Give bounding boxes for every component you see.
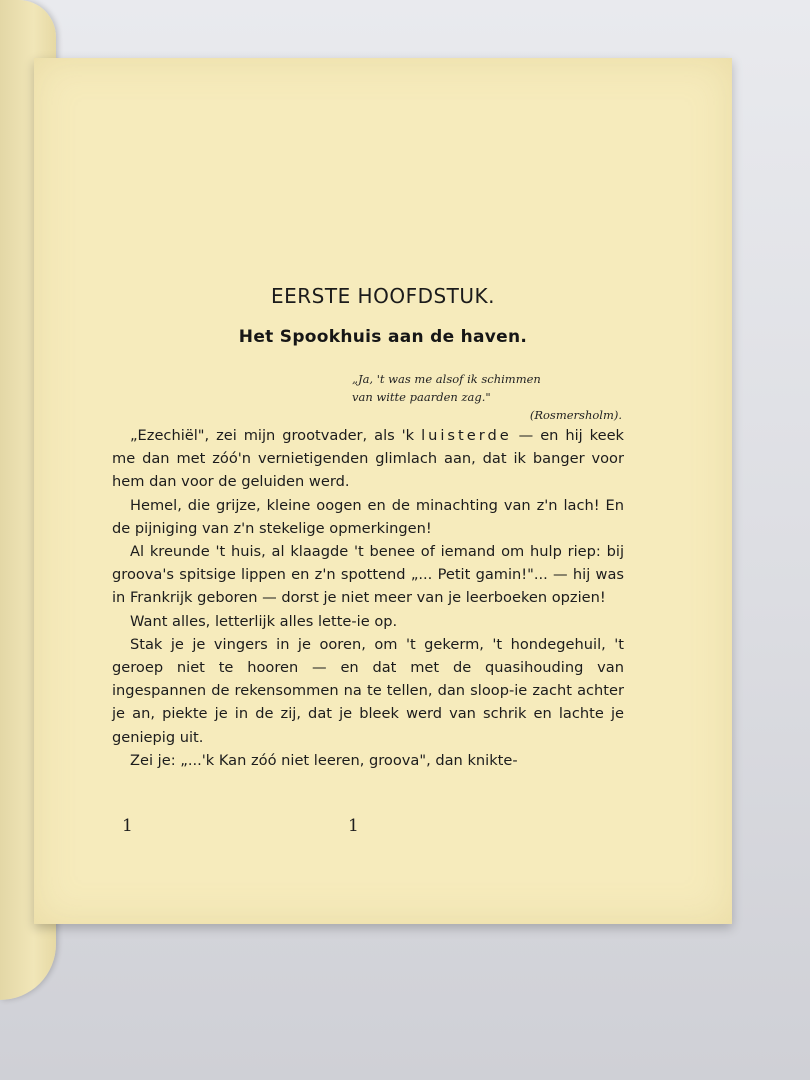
paragraph-1-end: — en hij keek me dan met zóó'n vernietigenden glimlach aan, dat ik banger voor hem dan voor de geluiden werd. bbox=[112, 427, 625, 491]
chapter-title: Het Spookhuis aan de haven. bbox=[238, 327, 528, 347]
paragraph-3: Al kreunde 't huis, al klaagde 't benee of iemand om hulp riep: bij groova's spitsige lippen en z'n spottend „... Petit gamin!"... — hij was in Frankrijk geboren — dorst je niet meer van je leerboeken opzien! bbox=[112, 543, 624, 607]
epigraph-line-2: van witte paarden zag." bbox=[352, 390, 491, 404]
paragraph-1-start: „Ezechiël", zei mijn grootvader, als 'k bbox=[130, 427, 422, 444]
paragraph-2: Hemel, die grijze, kleine oogen en de minachting van z'n lach! En de pijniging van z'n stekelige opmerkingen! bbox=[112, 496, 624, 537]
page-number-left: 1 bbox=[122, 816, 133, 836]
chapter-heading: EERSTE HOOFDSTUK. bbox=[270, 284, 496, 308]
book-page bbox=[34, 58, 732, 924]
page-number-center: 1 bbox=[348, 816, 359, 836]
paragraph-6: Zei je: „...'k Kan zóó niet leeren, groova", dan knikte- bbox=[130, 751, 518, 769]
epigraph-line-1: „Ja, 't was me alsof ik schimmen bbox=[352, 372, 541, 386]
paragraph-1 bbox=[112, 424, 624, 494]
paragraph-5: Stak je je vingers in je ooren, om 't gekerm, 't hondegehuil, 't geroep niet te hooren — en dat met de quasihouding van ingespannen de rekensommen na te tellen, dan sloop-ie zacht achter je an, piekte je in de zij, dat je bleek werd van schrik en lachte je geniepig uit. bbox=[112, 635, 624, 746]
body-text bbox=[112, 424, 624, 772]
epigraph-source: (Rosmersholm). bbox=[529, 408, 622, 422]
epigraph bbox=[352, 370, 622, 424]
spaced-word: luisterde bbox=[421, 427, 512, 444]
paragraph-4: Want alles, letterlijk alles lette-ie op. bbox=[130, 612, 398, 630]
